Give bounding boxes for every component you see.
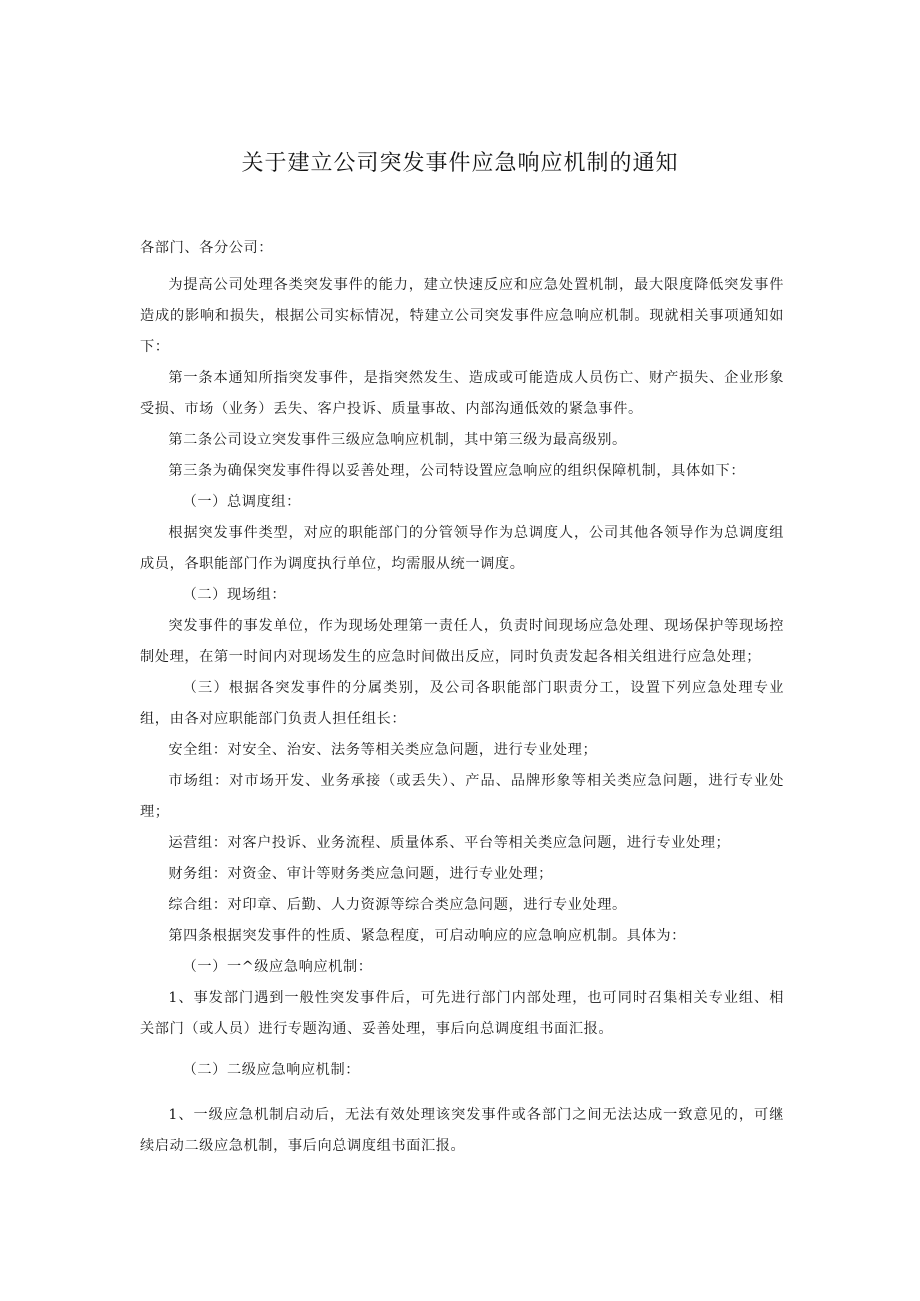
paragraph: 根据突发事件类型，对应的职能部门的分管领导作为总调度人，公司其他各领导作为总调度组成员，各职能部门作为调度执行单位，均需服从统一调度。 <box>140 525 784 572</box>
paragraph: 安全组：对安全、治安、法务等相关类应急问题，进行专业处理； <box>168 742 598 758</box>
paragraph: （一）一^级应急响应机制： <box>182 959 373 975</box>
paragraph: 1、一级应急机制启动后，无法有效处理该突发事件或各部门之间无法达成一致意见的，可继续启动二级应急机制，事后向总调度组书面汇报。 <box>140 1107 784 1154</box>
paragraph: （二）现场组： <box>182 587 287 603</box>
paragraph: 突发事件的事发单位，作为现场处理第一责任人，负责时间现场应急处理、现场保护等现场控制处理，在第一时间内对现场发生的应急时间做出反应，同时负责发起各相关组进行应急处理； <box>140 618 784 665</box>
paragraph: 1、事发部门遇到一般性突发事件后，可先进行部门内部处理，也可同时召集相关专业组、相关部门（或人员）进行专题沟通、妥善处理，事后向总调度组书面汇报。 <box>140 990 784 1037</box>
document-body <box>140 233 784 1162</box>
paragraph: （三）根据各突发事件的分属类别，及公司各职能部门职责分工，设置下列应急处理专业组，由各对应职能部门负责人担任组长： <box>140 680 784 727</box>
paragraph: 第二条公司设立突发事件三级应急响应机制，其中第三级为最高级别。 <box>168 432 627 448</box>
paragraph: （一）总调度组： <box>182 494 301 510</box>
paragraph: 为提高公司处理各类突发事件的能力，建立快速反应和应急处置机制，最大限度降低突发事件造成的影响和损失，根据公司实标情况，特建立公司突发事件应急响应机制。现就相关事项通知如下： <box>140 277 784 355</box>
paragraph: （二）二级应急响应机制： <box>182 1062 361 1078</box>
document-title: 关于建立公司突发事件应急响应机制的通知 <box>241 151 679 176</box>
paragraph: 综合组：对印章、后勤、人力资源等综合类应急问题，进行专业处理。 <box>168 897 627 913</box>
salutation: 各部门、各分公司： <box>140 240 274 256</box>
paragraph: 第三条为确保突发事件得以妥善处理，公司特设置应急响应的组织保障机制，具体如下： <box>168 463 746 479</box>
paragraph: 运营组：对客户投诉、业务流程、质量体系、平台等相关类应急问题，进行专业处理； <box>168 835 731 851</box>
paragraph: 第四条根据突发事件的性质、紧急程度，可启动响应的应急响应机制。具体为： <box>168 928 686 944</box>
paragraph: 财务组：对资金、审计等财务类应急问题，进行专业处理； <box>168 866 553 882</box>
paragraph: 市场组：对市场开发、业务承接（或丢失）、产品、品牌形象等相关类应急问题，进行专业处理； <box>140 773 784 820</box>
paragraph: 第一条本通知所指突发事件，是指突然发生、造成或可能造成人员伤亡、财产损失、企业形象受损、市场（业务）丢失、客户投诉、质量事故、内部沟通低效的紧急事件。 <box>140 370 784 417</box>
